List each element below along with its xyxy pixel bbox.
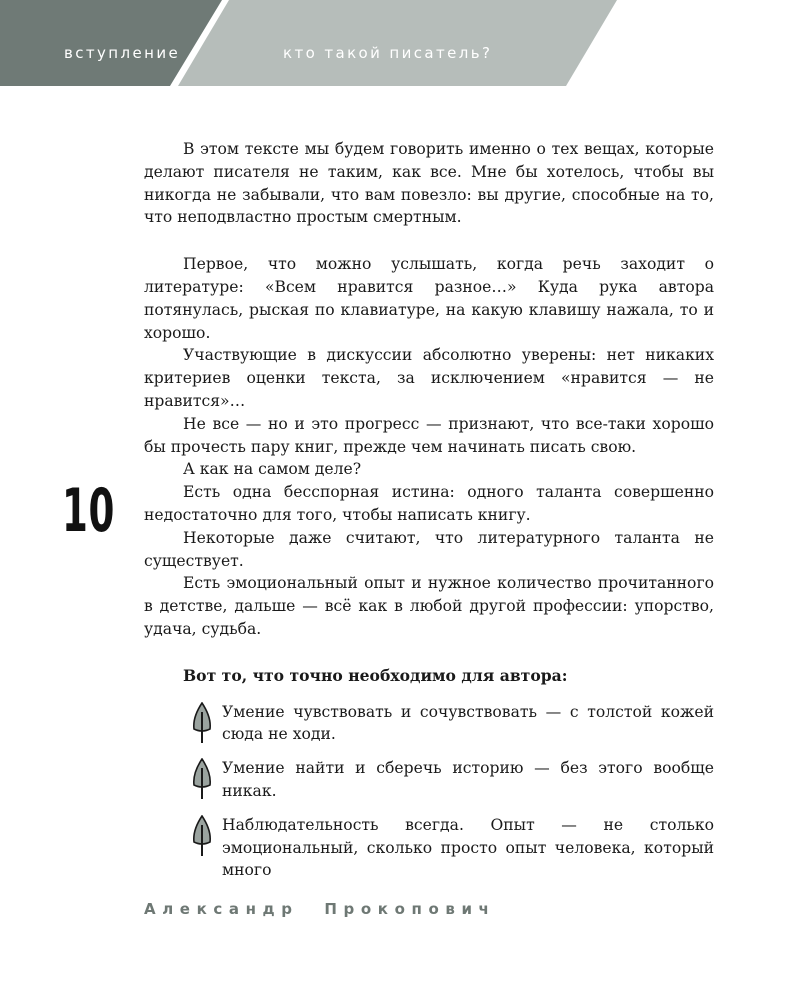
- list-item: [144, 757, 714, 803]
- main-text: [144, 138, 714, 893]
- list-item: [144, 701, 714, 747]
- paragraph: Некоторые даже считают, что литературного таланта не существует.: [144, 528, 714, 570]
- paragraph: В этом тексте мы будем говорить именно о тех вещах, которые делают писателя не таким, как все. Мне бы хотелось, чтобы вы никогда не забывали, что вам повезло: вы другие, способные на то, что неподвластно простым смертным.: [144, 140, 714, 227]
- page-number: 10: [62, 476, 116, 546]
- paragraph: Есть одна бесспорная истина: одного таланта совершенно недостаточно для того, чтобы написать книгу.: [144, 483, 714, 524]
- list-heading: Вот то, что точно необходимо для автора:: [183, 665, 568, 685]
- header-light-segment: [178, 0, 617, 86]
- tree-icon: [192, 758, 212, 800]
- list-item-text: Наблюдательность всегда. Опыт — не столько эмоциональный, сколько просто опыт человека, который много: [222, 815, 714, 880]
- paragraph: А как на самом деле?: [183, 460, 362, 479]
- paragraph: Участвующие в дискуссии абсолютно уверены: нет никаких критериев оценки текста, за исключением «нравится — не нравится»…: [144, 346, 714, 410]
- paragraph: Первое, что можно услышать, когда речь заходит о литературе: «Всем нравится разное…» Куда рука автора потянулась, рыская по клавиатуре, на какую клавишу нажала, то и хорошо.: [144, 255, 714, 342]
- header-section-title: вступление: [64, 44, 181, 62]
- tree-icon: [192, 702, 212, 744]
- tree-icon: [192, 815, 212, 857]
- paragraph: Есть эмоциональный опыт и нужное количество прочитанного в детстве, дальше — всё как в любой другой профессии: упорство, удача, судьба.: [144, 574, 714, 638]
- list-item-text: Умение чувствовать и сочувствовать — с толстой кожей сюда не ходи.: [222, 702, 714, 744]
- footer-author-name: Александр Прокопович: [144, 900, 496, 918]
- list-item-text: Умение найти и сберечь историю — без этого вообще никак.: [222, 759, 714, 800]
- list-item: [144, 814, 714, 882]
- paragraph: Не все — но и это прогресс — признают, что все-таки хорошо бы прочесть пару книг, прежде чем начинать писать свою.: [144, 414, 714, 456]
- header-chapter-title: кто такой писатель?: [283, 44, 493, 62]
- header-bar: [0, 0, 800, 86]
- header-banner-shapes: [0, 0, 800, 86]
- requirements-list: [144, 701, 714, 883]
